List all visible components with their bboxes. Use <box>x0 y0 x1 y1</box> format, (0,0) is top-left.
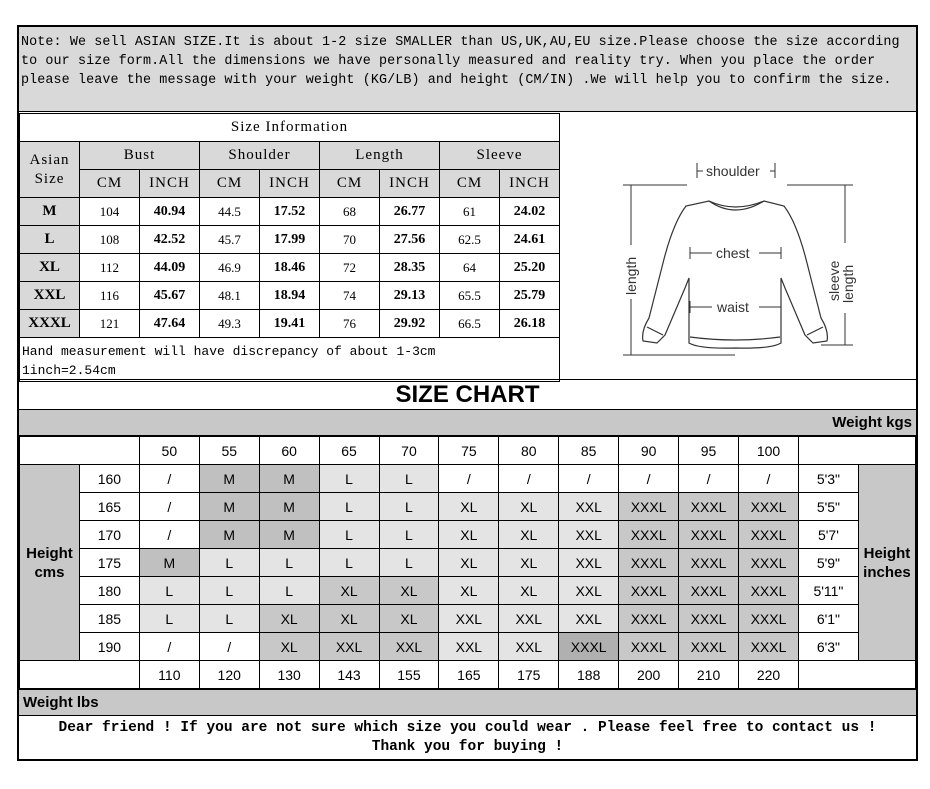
inch-value: 25.20 <box>500 254 560 282</box>
size-cell: XL <box>439 549 499 577</box>
size-cell: XXXL <box>559 633 619 661</box>
size-cell: XXXL <box>739 493 799 521</box>
size-cell: XXXL <box>739 605 799 633</box>
empty-cell <box>798 437 915 465</box>
size-cell: / <box>739 465 799 493</box>
cm-value: 64 <box>440 254 500 282</box>
height-cm-value: 170 <box>79 521 139 549</box>
size-cell: XL <box>439 493 499 521</box>
weight-lb-value: 220 <box>739 661 799 689</box>
size-cell: XL <box>259 633 319 661</box>
inch-value: 42.52 <box>140 226 200 254</box>
size-cell: XXXL <box>679 605 739 633</box>
size-cell: / <box>139 521 199 549</box>
garment-measurement-diagram <box>559 113 916 379</box>
size-cell: XL <box>319 605 379 633</box>
inch-value: 17.52 <box>260 198 320 226</box>
size-cell: XL <box>259 605 319 633</box>
size-cell: M <box>139 549 199 577</box>
thank-you-line: Thank you for buying ! <box>371 739 564 755</box>
size-cell: L <box>199 549 259 577</box>
size-cell: M <box>259 521 319 549</box>
height-cm-value: 180 <box>79 577 139 605</box>
unit-inch: INCH <box>380 170 440 198</box>
unit-cm: CM <box>320 170 380 198</box>
contact-line: Dear friend ! If you are not sure which size you could wear . Please feel free to contact us ! <box>58 720 877 736</box>
asian-size-header: Asian Size <box>20 142 80 198</box>
size-cell: XXL <box>379 633 439 661</box>
size-chart-title: SIZE CHART <box>19 379 916 409</box>
size-cell: XL <box>319 577 379 605</box>
size-cell: L <box>139 577 199 605</box>
cm-value: 76 <box>320 310 380 338</box>
size-label: XXXL <box>20 310 80 338</box>
height-cm-value: 190 <box>79 633 139 661</box>
unit-cm: CM <box>80 170 140 198</box>
weight-kg-value: 70 <box>379 437 439 465</box>
size-row <box>20 198 560 226</box>
size-cell: / <box>199 633 259 661</box>
size-cell: XXL <box>559 549 619 577</box>
size-cell: XXXL <box>619 549 679 577</box>
size-cell: XL <box>499 577 559 605</box>
cm-value: 108 <box>80 226 140 254</box>
height-inches-label-line: Height <box>863 544 911 562</box>
inch-value: 29.13 <box>380 282 440 310</box>
height-inches-label <box>858 465 915 661</box>
size-cell: M <box>199 493 259 521</box>
size-cell: L <box>199 605 259 633</box>
size-cell: / <box>499 465 559 493</box>
weight-lb-value: 110 <box>139 661 199 689</box>
size-cell: L <box>319 521 379 549</box>
size-cell: L <box>319 465 379 493</box>
size-cell: L <box>259 577 319 605</box>
discrepancy-note: Hand measurement will have discrepancy of about 1-3cm <box>22 344 436 359</box>
cm-value: 49.3 <box>200 310 260 338</box>
inch-value: 19.41 <box>260 310 320 338</box>
size-cell: XXXL <box>619 605 679 633</box>
size-label: XXL <box>20 282 80 310</box>
waist-label: waist <box>717 299 749 315</box>
height-inches-label-line: inches <box>863 563 911 581</box>
weight-kg-value: 100 <box>739 437 799 465</box>
cm-value: 72 <box>320 254 380 282</box>
size-cell: M <box>259 465 319 493</box>
inch-value: 45.67 <box>140 282 200 310</box>
size-cell: XXXL <box>619 633 679 661</box>
cm-value: 104 <box>80 198 140 226</box>
sleeve-length-label: length <box>840 264 856 303</box>
unit-inch: INCH <box>140 170 200 198</box>
cm-value: 112 <box>80 254 140 282</box>
cm-value: 116 <box>80 282 140 310</box>
cm-value: 66.5 <box>440 310 500 338</box>
size-row <box>20 254 560 282</box>
weight-lb-value: 155 <box>379 661 439 689</box>
weight-kg-value: 55 <box>199 437 259 465</box>
height-row <box>20 521 916 549</box>
size-cell: XXXL <box>739 577 799 605</box>
size-cell: XXL <box>499 633 559 661</box>
size-cell: / <box>139 465 199 493</box>
weight-kg-value: 90 <box>619 437 679 465</box>
chest-label: chest <box>716 245 750 261</box>
inch-value: 24.02 <box>500 198 560 226</box>
size-cell: L <box>379 493 439 521</box>
size-cell: L <box>379 465 439 493</box>
weight-lb-value: 165 <box>439 661 499 689</box>
inch-value: 47.64 <box>140 310 200 338</box>
cm-value: 61 <box>440 198 500 226</box>
inch-value: 26.18 <box>500 310 560 338</box>
size-cell: XXXL <box>619 577 679 605</box>
size-cell: L <box>139 605 199 633</box>
length-header: Length <box>320 142 440 170</box>
size-cell: XXL <box>499 605 559 633</box>
size-cell: XL <box>499 493 559 521</box>
inch-value: 28.35 <box>380 254 440 282</box>
height-row <box>20 549 916 577</box>
height-cm-value: 160 <box>79 465 139 493</box>
size-cell: L <box>259 549 319 577</box>
cm-value: 65.5 <box>440 282 500 310</box>
size-cell: XXXL <box>739 549 799 577</box>
size-cell: XXL <box>559 577 619 605</box>
cm-value: 44.5 <box>200 198 260 226</box>
inch-value: 29.92 <box>380 310 440 338</box>
height-row <box>20 605 916 633</box>
size-row <box>20 226 560 254</box>
weight-lb-value: 188 <box>559 661 619 689</box>
sleeve-header: Sleeve <box>440 142 560 170</box>
height-weight-size-grid <box>19 436 916 689</box>
inch-value: 24.61 <box>500 226 560 254</box>
weight-kg-value: 95 <box>679 437 739 465</box>
height-cm-value: 185 <box>79 605 139 633</box>
height-row <box>20 577 916 605</box>
contact-message <box>19 716 916 759</box>
cm-value: 68 <box>320 198 380 226</box>
empty-cell <box>798 661 915 689</box>
size-cell: M <box>199 465 259 493</box>
size-cell: XL <box>499 549 559 577</box>
size-cell: XXXL <box>679 549 739 577</box>
size-cell: XXL <box>439 633 499 661</box>
height-row <box>20 493 916 521</box>
inch-value: 44.09 <box>140 254 200 282</box>
unit-cm: CM <box>200 170 260 198</box>
size-cell: / <box>619 465 679 493</box>
size-note: Note: We sell ASIAN SIZE.It is about 1-2 size SMALLER than US,UK,AU,EU size.Please choose the size according to our size form.All the dimensions we have personally measured and reality try. When you place the order please leave the message with your weight (KG/LB) and height (CM/IN) .We will help you to confirm the size. <box>19 27 916 112</box>
size-cell: / <box>439 465 499 493</box>
size-cell: XXXL <box>679 577 739 605</box>
weight-lb-value: 200 <box>619 661 679 689</box>
empty-cell <box>20 661 140 689</box>
inch-value: 18.94 <box>260 282 320 310</box>
weight-kg-value: 75 <box>439 437 499 465</box>
weight-lbs-label: Weight lbs <box>19 689 916 716</box>
shoulder-label: shoulder <box>706 163 760 179</box>
height-inch-value: 5'9" <box>798 549 858 577</box>
size-cell: M <box>199 521 259 549</box>
weight-lb-value: 175 <box>499 661 559 689</box>
height-inch-value: 5'3" <box>798 465 858 493</box>
size-cell: XL <box>379 577 439 605</box>
inch-value: 26.77 <box>380 198 440 226</box>
sweater-diagram <box>559 113 916 379</box>
bust-header: Bust <box>80 142 200 170</box>
sleeve-label: sleeve <box>826 260 842 301</box>
weight-kg-value: 60 <box>259 437 319 465</box>
weight-lb-value: 210 <box>679 661 739 689</box>
kgs-row <box>20 437 916 465</box>
height-inch-value: 5'7' <box>798 521 858 549</box>
cm-value: 48.1 <box>200 282 260 310</box>
size-cell: XXXL <box>739 633 799 661</box>
cm-value: 46.9 <box>200 254 260 282</box>
weight-kg-value: 85 <box>559 437 619 465</box>
inch-conversion-note: 1inch=2.54cm <box>22 363 116 378</box>
weight-lb-value: 143 <box>319 661 379 689</box>
size-row <box>20 282 560 310</box>
size-cell: M <box>259 493 319 521</box>
size-cell: / <box>559 465 619 493</box>
length-label: length <box>623 256 639 295</box>
shoulder-header: Shoulder <box>200 142 320 170</box>
weight-kg-value: 80 <box>499 437 559 465</box>
size-cell: XXXL <box>679 633 739 661</box>
size-cell: L <box>319 549 379 577</box>
unit-cm: CM <box>440 170 500 198</box>
size-cell: XXXL <box>619 493 679 521</box>
size-cell: XL <box>379 605 439 633</box>
size-cell: XXXL <box>739 521 799 549</box>
size-cell: L <box>319 493 379 521</box>
size-information-title: Size Information <box>20 114 560 142</box>
height-inch-value: 5'5" <box>798 493 858 521</box>
height-cm-value: 165 <box>79 493 139 521</box>
size-chart-frame <box>17 25 918 761</box>
unit-inch: INCH <box>500 170 560 198</box>
size-cell: L <box>199 577 259 605</box>
size-cell: XXL <box>559 521 619 549</box>
height-inch-value: 6'1" <box>798 605 858 633</box>
height-cm-value: 175 <box>79 549 139 577</box>
height-cms-label <box>20 465 80 661</box>
inch-value: 25.79 <box>500 282 560 310</box>
size-cell: XL <box>439 521 499 549</box>
size-information-table <box>19 113 560 382</box>
size-cell: L <box>379 549 439 577</box>
size-cell: XXXL <box>679 493 739 521</box>
size-cell: XXXL <box>619 521 679 549</box>
size-row <box>20 310 560 338</box>
size-cell: XXL <box>439 605 499 633</box>
inch-value: 17.99 <box>260 226 320 254</box>
size-cell: / <box>139 633 199 661</box>
cm-value: 70 <box>320 226 380 254</box>
unit-inch: INCH <box>260 170 320 198</box>
weight-kgs-label: Weight kgs <box>19 409 916 436</box>
inch-value: 18.46 <box>260 254 320 282</box>
height-cms-label-line: Height <box>26 544 73 562</box>
lbs-row <box>20 661 916 689</box>
weight-kg-value: 50 <box>139 437 199 465</box>
cm-value: 121 <box>80 310 140 338</box>
cm-value: 45.7 <box>200 226 260 254</box>
height-cms-label-line: cms <box>34 563 65 581</box>
height-row <box>20 633 916 661</box>
height-row <box>20 465 916 493</box>
size-cell: XXL <box>559 605 619 633</box>
size-cell: XL <box>439 577 499 605</box>
empty-cell <box>20 437 140 465</box>
measurement-footnote <box>20 338 560 382</box>
weight-lb-value: 120 <box>199 661 259 689</box>
size-cell: XXL <box>559 493 619 521</box>
size-cell: L <box>379 521 439 549</box>
size-cell: XXXL <box>679 521 739 549</box>
weight-kg-value: 65 <box>319 437 379 465</box>
size-cell: / <box>139 493 199 521</box>
size-cell: XL <box>499 521 559 549</box>
size-cell: XXL <box>319 633 379 661</box>
inch-value: 27.56 <box>380 226 440 254</box>
cm-value: 62.5 <box>440 226 500 254</box>
height-inch-value: 6'3" <box>798 633 858 661</box>
weight-lb-value: 130 <box>259 661 319 689</box>
cm-value: 74 <box>320 282 380 310</box>
height-inch-value: 5'11" <box>798 577 858 605</box>
size-cell: / <box>679 465 739 493</box>
size-label: M <box>20 198 80 226</box>
size-label: XL <box>20 254 80 282</box>
inch-value: 40.94 <box>140 198 200 226</box>
size-label: L <box>20 226 80 254</box>
